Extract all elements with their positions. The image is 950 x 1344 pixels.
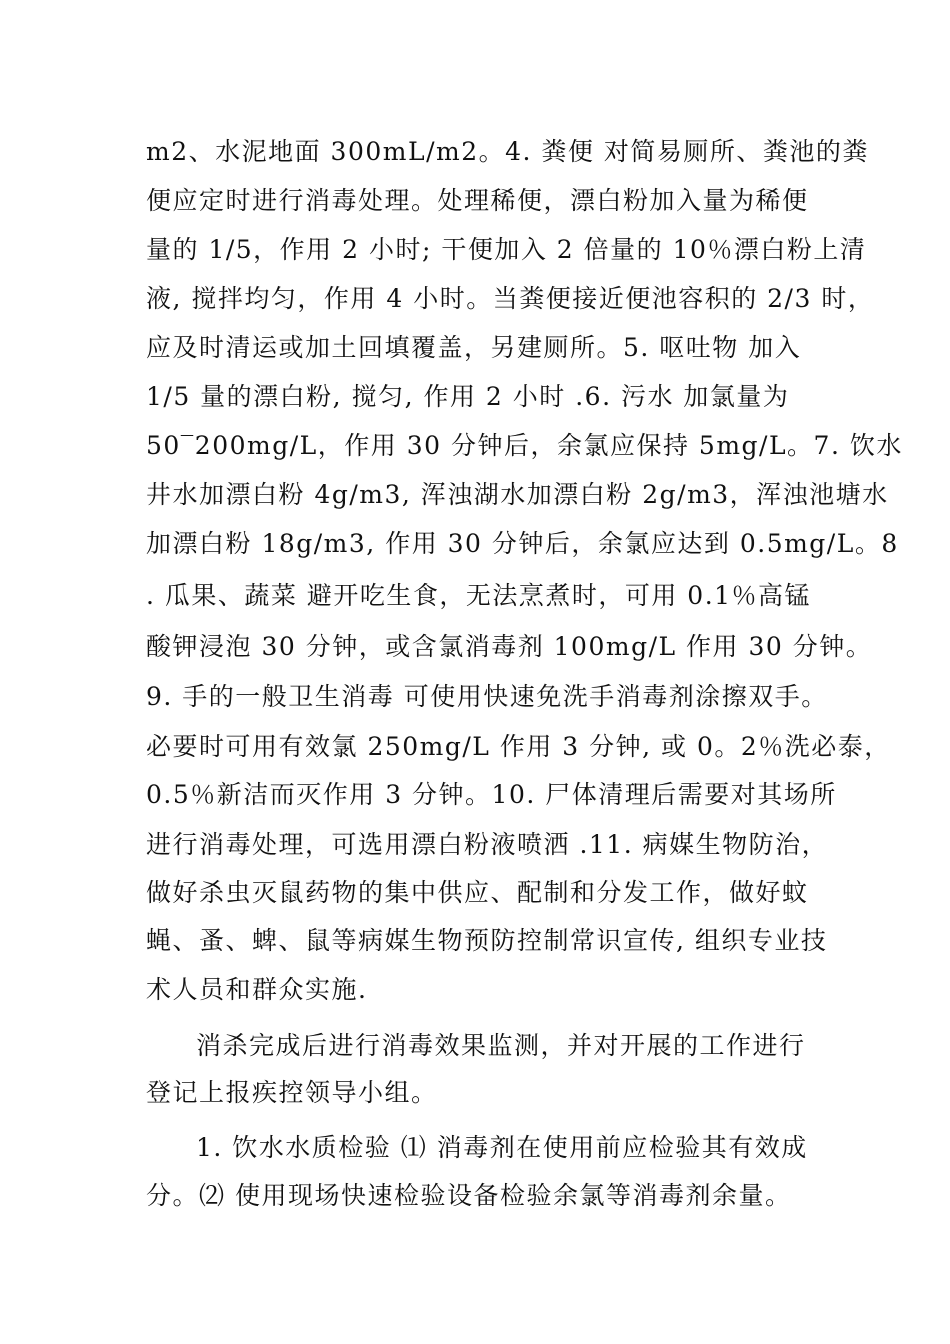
text-line: 便应定时进行消毒处理。处理稀便，漂白粉加入量为稀便 [146, 186, 809, 215]
paragraph-line: 分。⑵ 使用现场快速检验设备检验余氯等消毒剂余量。 [146, 1181, 792, 1210]
text-line: 液, 搅拌均匀，作用 4 小时。当粪便接近便池容积的 2/3 时， [146, 284, 875, 313]
text-line: m2、水泥地面 300mL/m2。4. 粪便 对简易厕所、粪池的粪 [146, 137, 869, 166]
text-line: 必要时可用有效氯 250mg/L 作用 3 分钟, 或 0。2％洗必泰， [146, 732, 891, 761]
paragraph-line: 1. 饮水水质检验 ⑴ 消毒剂在使用前应检验其有效成 [196, 1133, 808, 1162]
text-line: 应及时清运或加土回填覆盖，另建厕所。5. 呕吐物 加入 [146, 333, 802, 362]
text-line: 加漂白粉 18g/m3, 作用 30 分钟后，余氯应达到 0.5mg/L。8 [146, 529, 899, 558]
text-line: 9. 手的一般卫生消毒 可使用快速免洗手消毒剂涂擦双手。 [146, 682, 828, 711]
text-line: 量的 1/5，作用 2 小时; 干便加入 2 倍量的 10％漂白粉上清 [146, 235, 867, 264]
paragraph-line: 消杀完成后进行消毒效果监测，并对开展的工作进行 [196, 1031, 806, 1060]
text-line: 蝇、蚤、蜱、鼠等病媒生物预防控制常识宣传, 组织专业技 [146, 926, 828, 955]
text-line: 酸钾浸泡 30 分钟，或含氯消毒剂 100mg/L 作用 30 分钟。 [146, 632, 873, 661]
text-line: 井水加漂白粉 4g/m3, 浑浊湖水加漂白粉 2g/m3，浑浊池塘水 [146, 480, 889, 509]
text-line: 0.5％新洁而灭作用 3 分钟。10. 尸体清理后需要对其场所 [146, 780, 837, 809]
text-line: 进行消毒处理，可选用漂白粉液喷洒 .11. 病媒生物防治， [146, 830, 829, 859]
text-line: 1/5 量的漂白粉, 搅匀, 作用 2 小时 .6. 污水 加氯量为 [146, 382, 790, 411]
text-line: 术人员和群众实施. [146, 975, 368, 1004]
text-line: . 瓜果、蔬菜 避开吃生食，无法烹煮时，可用 0.1％高锰 [146, 581, 812, 610]
text-line: 50‾200mg/L，作用 30 分钟后，余氯应保持 5mg/L。7. 饮水 [146, 431, 903, 460]
text-line: 做好杀虫灭鼠药物的集中供应、配制和分发工作，做好蚊 [146, 878, 809, 907]
paragraph-line: 登记上报疾控领导小组。 [146, 1078, 438, 1107]
